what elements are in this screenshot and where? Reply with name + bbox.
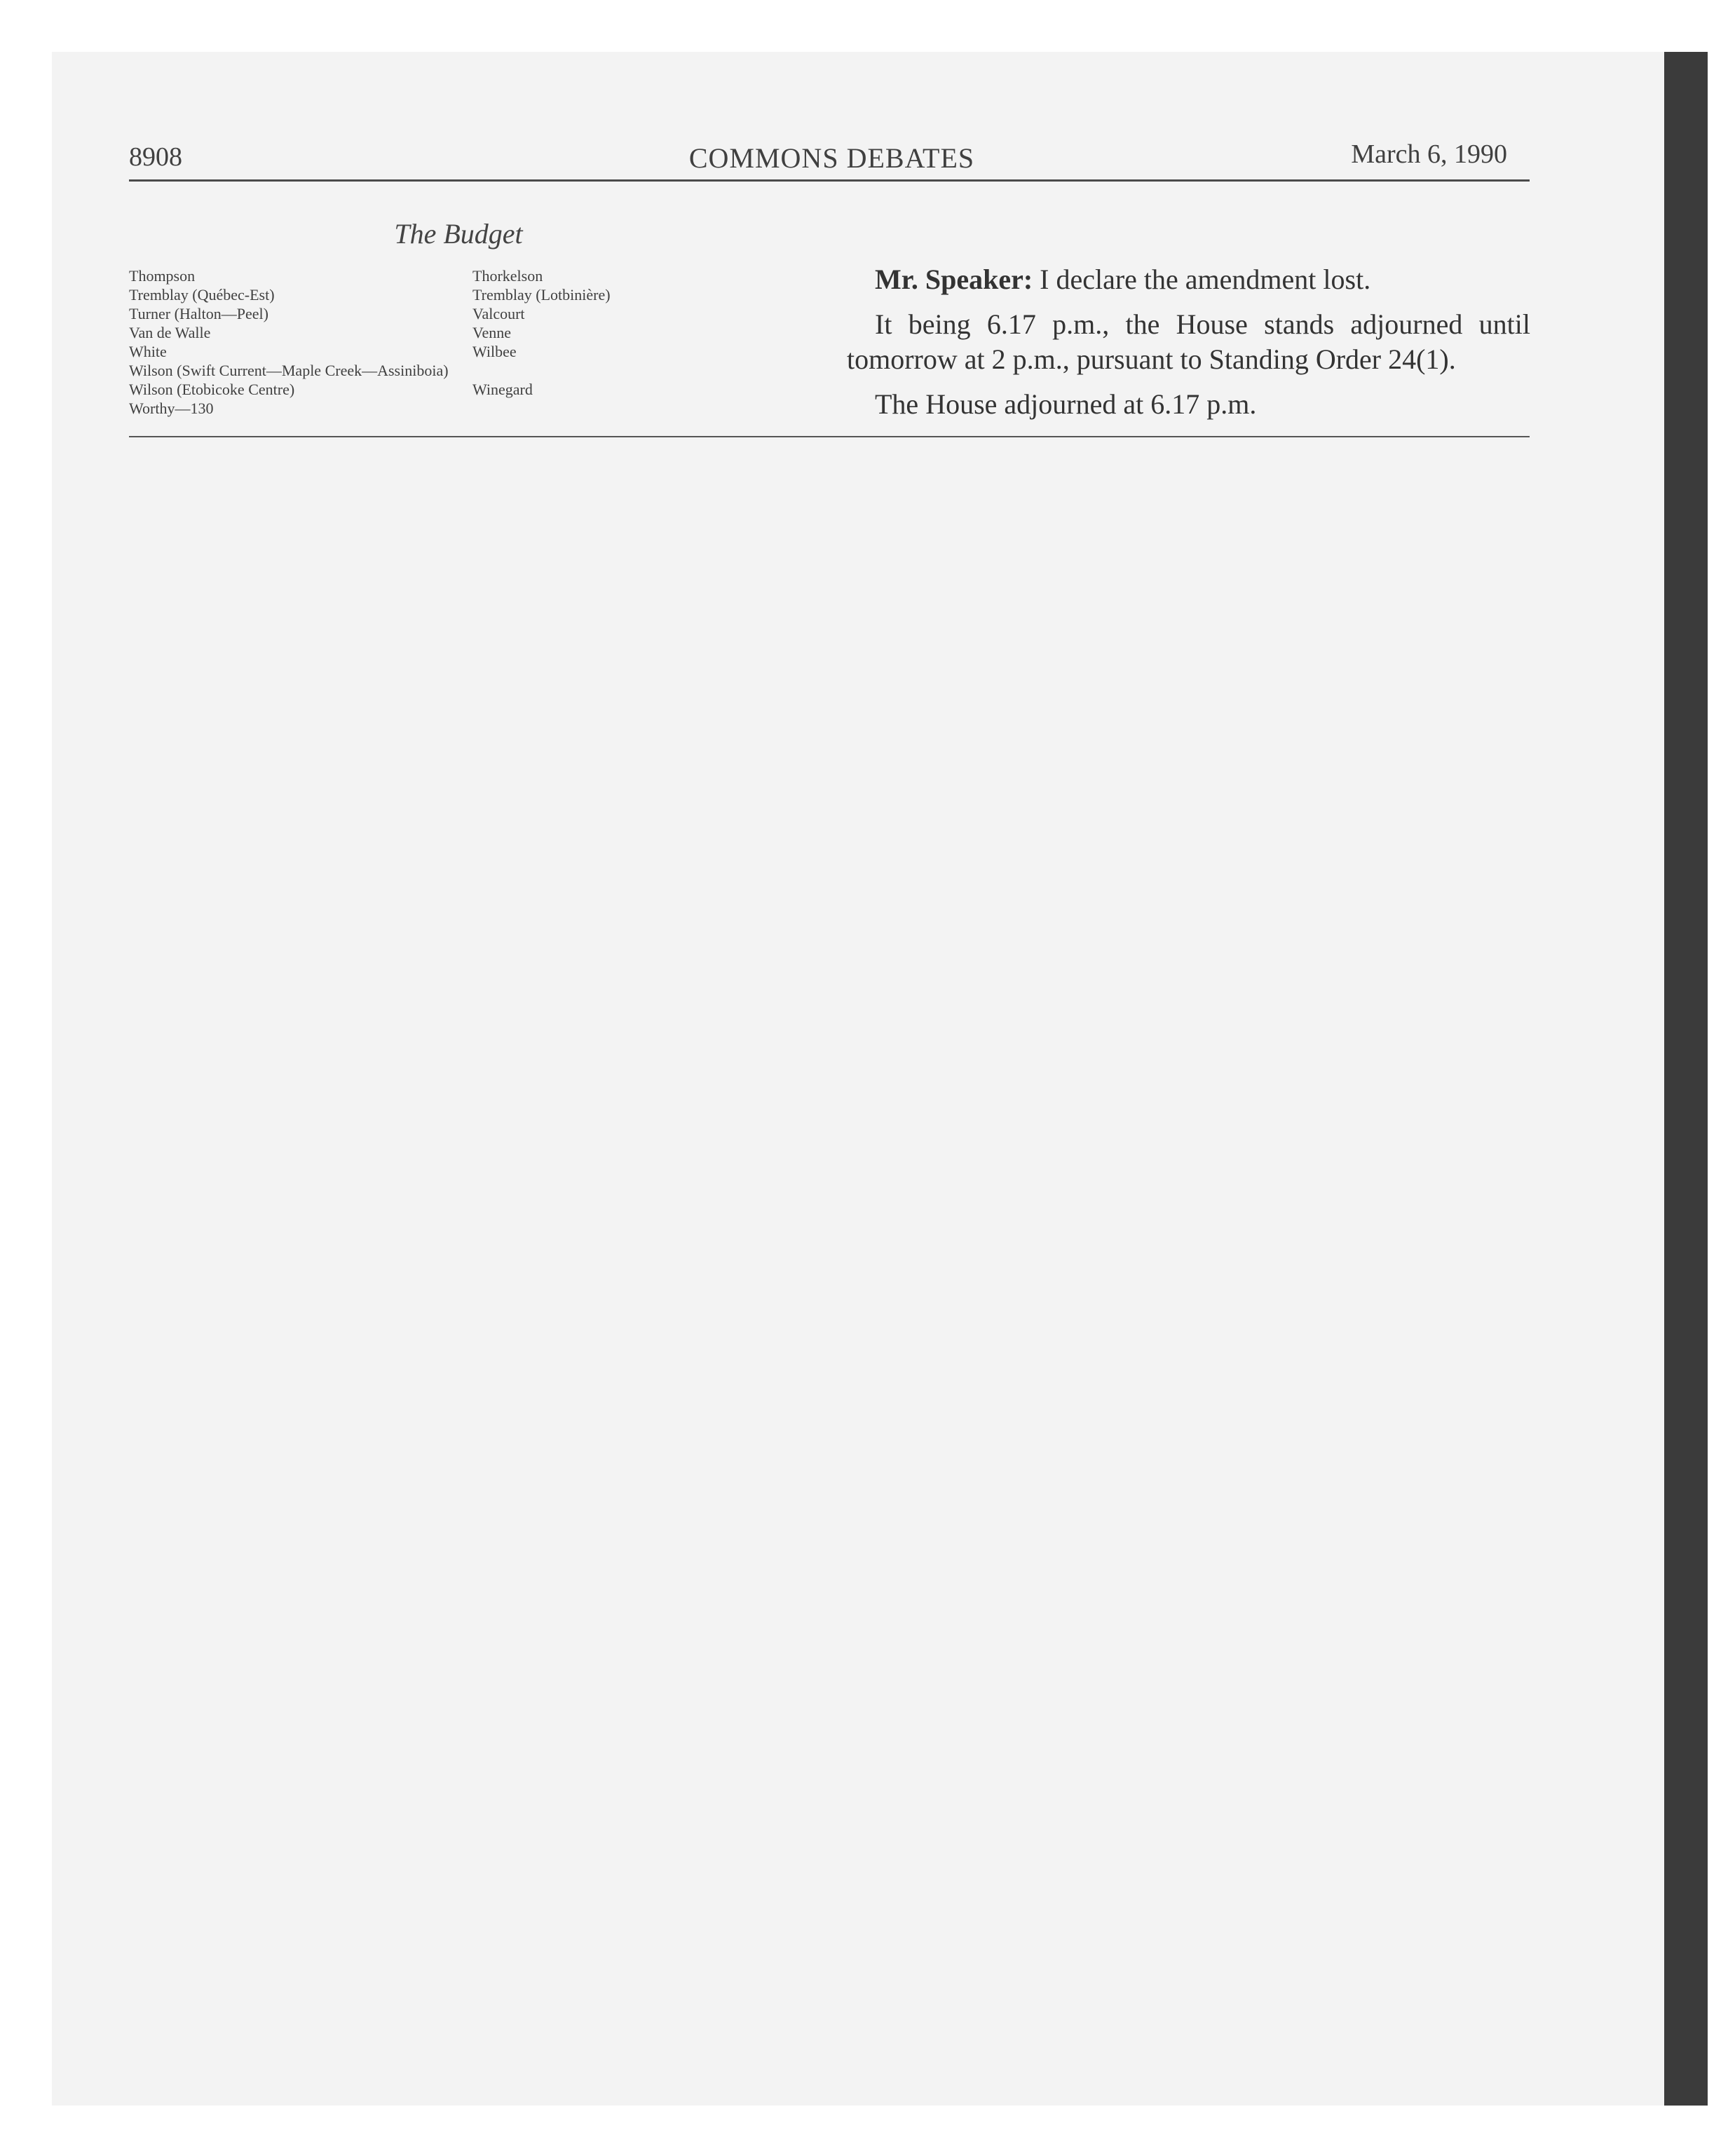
vote-name: Turner (Halton—Peel)	[129, 305, 268, 322]
vote-list-row	[129, 380, 830, 399]
vote-name: Wilbee	[472, 343, 517, 360]
speaker-paragraph	[847, 262, 1530, 297]
adjournment-notice: It being 6.17 p.m., the House stands adjourned until tomorrow at 2 p.m., pursuant to Standing Order 24(1).	[847, 308, 1530, 375]
vote-name: Van de Walle	[129, 324, 211, 341]
vote-list-row	[129, 342, 830, 361]
vote-name: Valcourt	[472, 305, 525, 322]
vote-name: Thompson	[129, 267, 196, 285]
header-title: COMMONS DEBATES	[688, 142, 975, 174]
section-end-rule	[129, 436, 1530, 437]
vote-list-row	[129, 304, 830, 323]
vote-list-row	[129, 399, 830, 418]
vote-name: Worthy—130	[129, 400, 214, 417]
speaker-label: Mr. Speaker:	[875, 264, 1033, 295]
vote-list-row	[129, 323, 830, 342]
header-date: March 6, 1990	[1351, 139, 1507, 169]
document-page	[52, 52, 1664, 2106]
vote-list-row	[129, 285, 830, 304]
adjourned-statement: The House adjourned at 6.17 p.m.	[875, 388, 1257, 420]
section-heading: The Budget	[394, 218, 523, 250]
vote-name: Venne	[472, 324, 511, 341]
vote-list-row	[129, 361, 830, 380]
vote-list-row	[129, 266, 830, 285]
vote-name: Tremblay (Lotbinière)	[472, 286, 611, 303]
proceedings-column	[847, 262, 1530, 432]
vote-name: Wilson (Etobicoke Centre)	[129, 381, 295, 398]
vote-name: Winegard	[472, 381, 533, 398]
header-page-number: 8908	[129, 142, 182, 172]
header-rule	[129, 179, 1530, 182]
scan-edge-bar	[1664, 52, 1708, 2106]
vote-name: White	[129, 343, 167, 360]
vote-name: Wilson (Swift Current—Maple Creek—Assiniboia)	[129, 362, 449, 379]
vote-list	[129, 266, 830, 418]
speaker-statement: I declare the amendment lost.	[1033, 264, 1371, 295]
vote-name: Tremblay (Québec-Est)	[129, 286, 275, 303]
vote-name: Thorkelson	[472, 267, 543, 285]
